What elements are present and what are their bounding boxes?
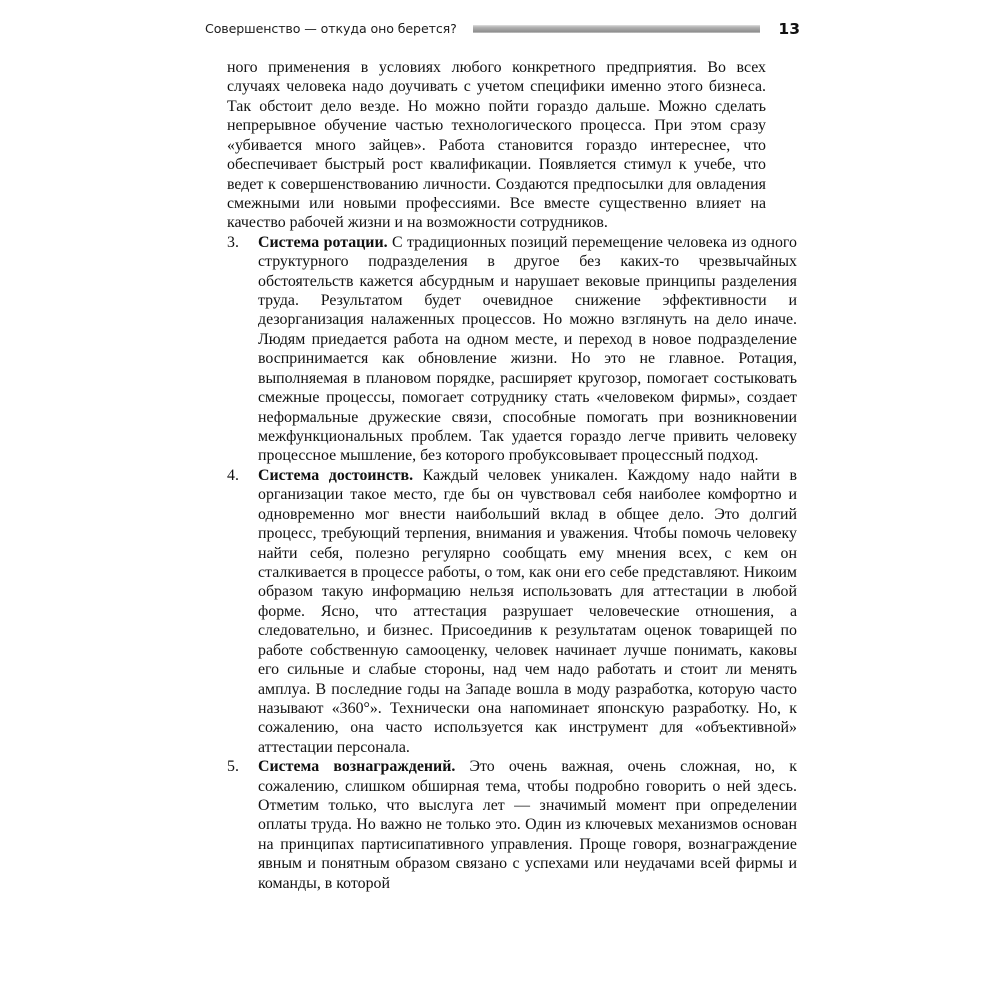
list-item-lead: Система ротации. bbox=[258, 233, 388, 251]
list-item-body bbox=[258, 757, 797, 893]
list-item-text: Каждый человек уникален. Каждому надо найти в организации такое место, где бы он чувствовал себя наиболее комфортно и одновременно мог внести наибольший вклад в общее дело. Это долгий процесс, требующий терпения, внимания и уважения. Чтобы помочь человеку найти себя, полезно регулярно сообщать ему мнения всех, с кем он сталкивается в процессе работы, о том, как они его себе представляют. Никоим образом такую информацию нельзя использовать для аттестации в любой форме. Ясно, что аттестация разрушает человеческие отношения, а следовательно, и бизнес. Присоединив к результатам оценок товарищей по работе собственную самооценку, человек начинает лучше понимать, каковы его сильные и слабые стороны, над чем надо работать и стоит ли менять амплуа. В последние годы на Западе вошла в моду разработка, которую часто называют «360°». Технически она напоминает японскую разработку. Но, к сожалению, она часто используется как инструмент для «объективной» аттестации персонала. bbox=[258, 466, 798, 756]
list-item bbox=[227, 466, 797, 757]
running-head-title: Совершенство — откуда оно берется? bbox=[205, 20, 457, 36]
list-item bbox=[227, 757, 797, 893]
list-item bbox=[227, 233, 797, 466]
list-item-body bbox=[258, 233, 797, 466]
text-column bbox=[227, 58, 797, 893]
list-item-marker: 3. bbox=[227, 233, 239, 251]
running-head-rule bbox=[473, 25, 760, 33]
list-item-body bbox=[258, 466, 797, 757]
list-item-lead: Система достоинств. bbox=[258, 466, 414, 484]
continuation-paragraph: ного применения в условиях любого конкретного предприятия. Во всех случаях человека надо доучивать с учетом специфики именно этого бизнеса. Так обстоит дело везде. Но можно пойти гораздо дальше. Можно сделать непрерывное обучение частью технологического процесса. При этом сразу «убивается много зайцев». Работа становится гораздо интереснее, что обеспечивает быстрый рост квалификации. Появляется стимул к учебе, что ведет к совершенствованию личности. Создаются предпосылки для овладения смежными или новыми профессиями. Все вместе существенно влияет на качество рабочей жизни и на возможности сотрудников. bbox=[227, 59, 766, 232]
running-head bbox=[205, 17, 800, 41]
page-number: 13 bbox=[778, 20, 800, 38]
list-item-lead: Система вознаграждений. bbox=[258, 758, 456, 776]
list-item-marker: 5. bbox=[227, 758, 239, 776]
list-item-text: Это очень важная, очень сложная, но, к сожалению, слишком обширная тема, чтобы подробно говорить о ней здесь. Отметим только, что выслуга лет — значимый момент при определении оплаты труда. Но важно не только это. Один из ключевых механизмов основан на принципах партисипативного управления. Проще говоря, вознаграждение явным и понятным образом связано с успехами или неудачами всей фирмы и команды, в которой bbox=[258, 758, 798, 892]
list-item-marker: 4. bbox=[227, 466, 239, 484]
numbered-list bbox=[227, 233, 797, 893]
list-item-text: С традиционных позиций перемещение человека из одного структурного подразделения в другое без каких-то чрезвычайных обстоятельств кажется абсурдным и нарушает вековые принципы разделения труда. Результатом будет очевидное снижение эффективности и дезорганизация налаженных процессов. Но можно взглянуть на дело иначе. Людям приедается работа на одном месте, и переход в новое подразделение воспринимается как обновление жизни. Но это не главное. Ротация, выполняемая в плановом порядке, расширяет кругозор, помогает состыковать смежные процессы, помогает сотруднику стать «человеком фирмы», создает неформальные дружеские связи, способные помогать при возникновении межфункциональных проблем. Так удается гораздо легче привить человеку процессное мышление, без которого пробуксовывает процессный подход. bbox=[258, 233, 797, 465]
